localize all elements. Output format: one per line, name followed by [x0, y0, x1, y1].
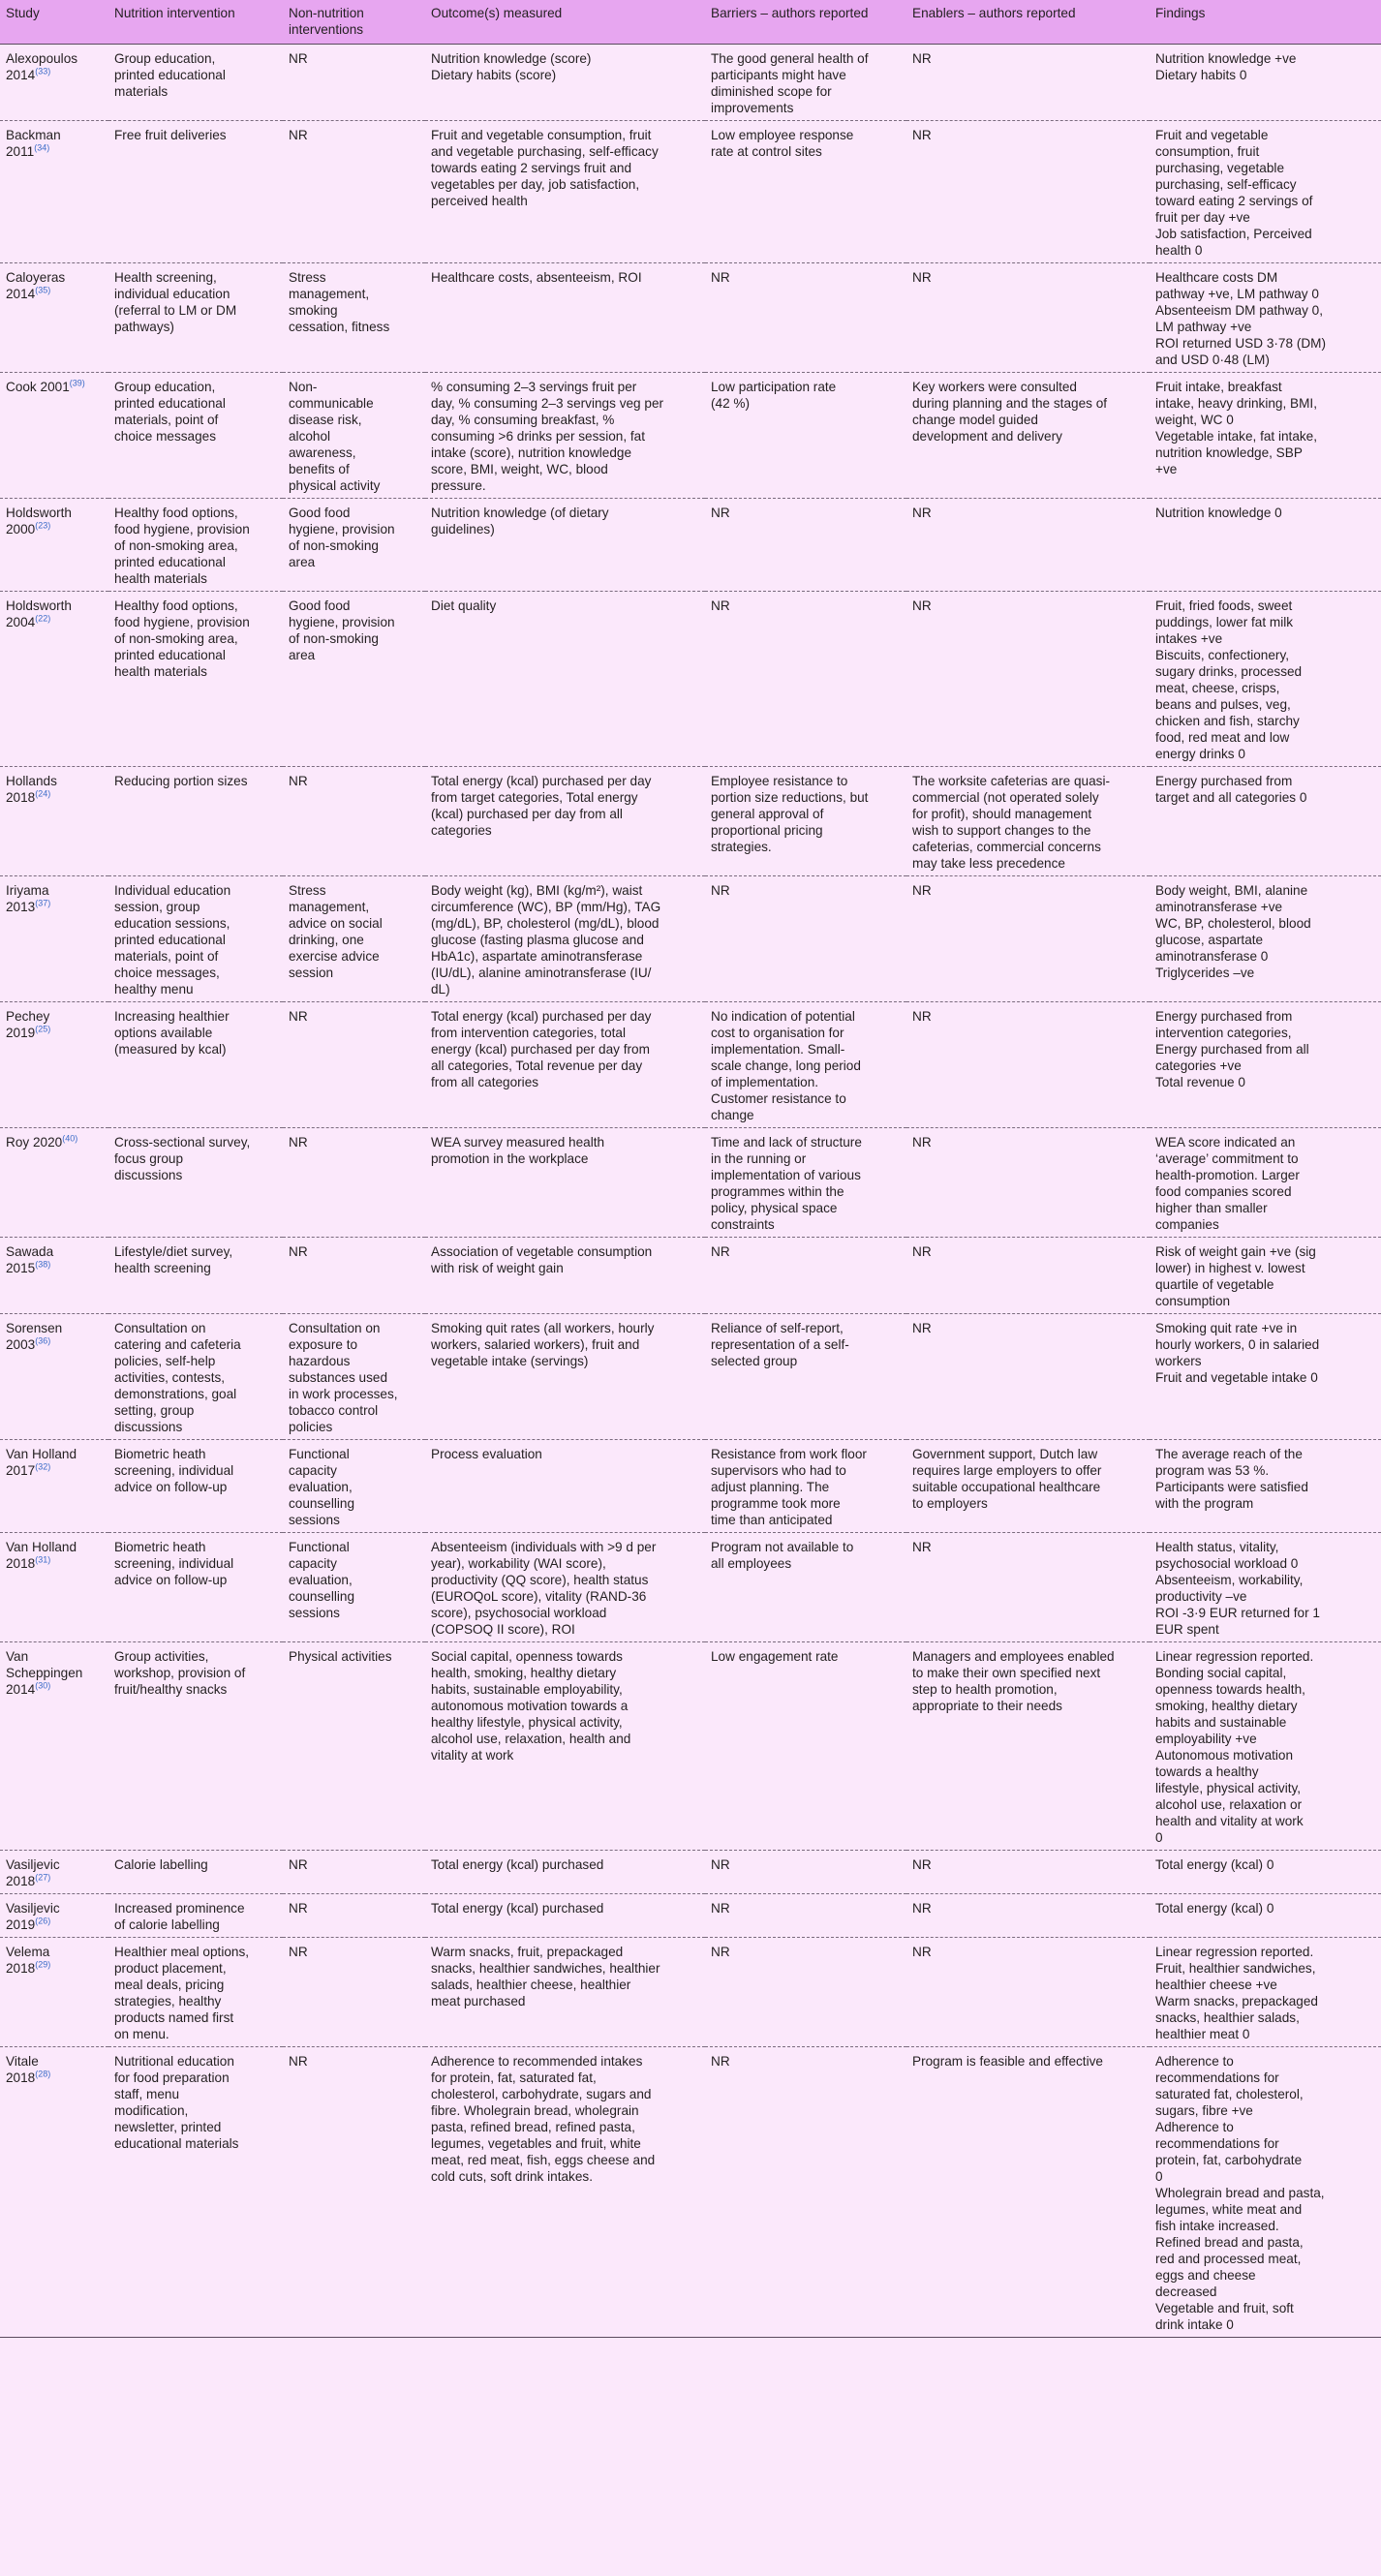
cell-nutrition-intervention: Lifestyle/diet survey, health screening	[114, 1244, 233, 1275]
cell-barriers: Resistance from work floor supervisors who had to adjust planning. The programme took more time than anticipated	[711, 1447, 867, 1527]
header-row	[0, 0, 1381, 45]
cell-non-nutrition-interventions: NR	[289, 1857, 308, 1872]
cell-enablers: Managers and employees enabled to make their own specified next step to health promotion, appropriate to their needs	[912, 1649, 1115, 1713]
cell-outcomes-measured: Association of vegetable consumption with risk of weight gain	[431, 1244, 653, 1275]
study-name: Sawada 2015	[6, 1244, 54, 1275]
table-row	[0, 499, 1381, 592]
header-non-nutrition-interventions: Non-nutrition interventions	[283, 0, 425, 45]
cell-nutrition-intervention: Cross-sectional survey, focus group discussions	[114, 1135, 251, 1182]
study-name: Vitale 2018	[6, 2054, 39, 2085]
cell-findings: Total energy (kcal) 0	[1155, 1857, 1274, 1872]
reference-link[interactable]: (23)	[35, 520, 51, 531]
study-name: Pechey 2019	[6, 1009, 50, 1040]
cell-findings: Healthcare costs DM pathway +ve, LM pathway 0 Absenteeism DM pathway 0, LM pathway +ve ROI returned USD 3·78 (DM) and USD 0·48 (LM)	[1155, 270, 1327, 367]
cell-study	[0, 499, 108, 592]
cell-study	[0, 767, 108, 876]
cell-findings: Energy purchased from target and all categories 0	[1155, 774, 1307, 805]
cell-barriers: Reliance of self-report, representation of a self- selected group	[711, 1321, 849, 1368]
study-name: Iriyama 2013	[6, 883, 49, 914]
cell-findings: Health status, vitality, psychosocial workload 0 Absenteeism, workability, productivity –ve ROI -3·9 EUR returned for 1 EUR spent	[1155, 1540, 1320, 1637]
table-row	[0, 592, 1381, 767]
cell-findings: Risk of weight gain +ve (sig lower) in highest v. lowest quartile of vegetable consumption	[1155, 1244, 1316, 1308]
cell-barriers: NR	[711, 1901, 730, 1916]
table-row	[0, 1533, 1381, 1642]
reference-link[interactable]: (26)	[35, 1916, 51, 1926]
table-row	[0, 45, 1381, 121]
cell-outcomes-measured: Total energy (kcal) purchased per day from intervention categories, total energy (kcal) purchased per day from all categories, Total revenue per day from all categories	[431, 1009, 652, 1089]
reference-link[interactable]: (24)	[35, 788, 51, 799]
cell-findings: Energy purchased from intervention categories, Energy purchased from all categories +ve Total revenue 0	[1155, 1009, 1309, 1089]
cell-enablers: NR	[912, 1901, 932, 1916]
table-row	[0, 1440, 1381, 1533]
table-row	[0, 1314, 1381, 1440]
cell-non-nutrition-interventions: Physical activities	[289, 1649, 392, 1664]
cell-findings: Nutrition knowledge +ve Dietary habits 0	[1155, 51, 1297, 82]
cell-findings: Fruit, fried foods, sweet puddings, lower fat milk intakes +ve Biscuits, confectionery, sugary drinks, processed meat, cheese, crisps, beans and pulses, veg, chicken and fish, starchy food, red meat and low energy drinks 0	[1155, 598, 1303, 761]
cell-barriers: NR	[711, 1857, 730, 1872]
cell-enablers: NR	[912, 598, 932, 613]
table-row	[0, 121, 1381, 263]
cell-findings: Body weight, BMI, alanine aminotransferase +ve WC, BP, cholesterol, blood glucose, aspartate aminotransferase 0 Triglycerides –ve	[1155, 883, 1311, 980]
reference-link[interactable]: (38)	[35, 1259, 51, 1270]
table-row	[0, 373, 1381, 499]
cell-barriers: Low engagement rate	[711, 1649, 839, 1664]
cell-nutrition-intervention: Healthier meal options, product placement, meal deals, pricing strategies, healthy products named first on menu.	[114, 1945, 250, 2041]
header-findings: Findings	[1150, 0, 1381, 45]
cell-study	[0, 1642, 108, 1851]
study-name: Holdsworth 2000	[6, 506, 72, 537]
cell-barriers: No indication of potential cost to organisation for implementation. Small- scale change, long period of implementation. Customer resistance to change	[711, 1009, 861, 1122]
study-name: Sorensen 2003	[6, 1321, 63, 1352]
study-name: Caloyeras 2014	[6, 270, 66, 301]
cell-outcomes-measured: Process evaluation	[431, 1447, 542, 1461]
cell-study	[0, 373, 108, 499]
cell-barriers: NR	[711, 883, 730, 898]
table-row	[0, 767, 1381, 876]
cell-non-nutrition-interventions: NR	[289, 1009, 308, 1024]
cell-nutrition-intervention: Nutritional education for food preparation staff, menu modification, newsletter, printed educational materials	[114, 2054, 239, 2151]
header-study: Study	[0, 0, 108, 45]
cell-non-nutrition-interventions: Stress management, smoking cessation, fitness	[289, 270, 390, 334]
cell-enablers: NR	[912, 128, 932, 142]
cell-study	[0, 1128, 108, 1238]
header-nutrition-intervention: Nutrition intervention	[108, 0, 283, 45]
cell-outcomes-measured: Total energy (kcal) purchased per day from target categories, Total energy (kcal) purchased per day from all categories	[431, 774, 652, 838]
cell-findings: Nutrition knowledge 0	[1155, 506, 1282, 520]
cell-study	[0, 1238, 108, 1314]
table-row	[0, 1128, 1381, 1238]
study-name: Hollands 2018	[6, 774, 57, 805]
cell-non-nutrition-interventions: NR	[289, 1135, 308, 1150]
cell-study	[0, 1894, 108, 1938]
cell-non-nutrition-interventions: NR	[289, 1945, 308, 1959]
cell-non-nutrition-interventions: Stress management, advice on social drinking, one exercise advice session	[289, 883, 383, 980]
cell-outcomes-measured: Adherence to recommended intakes for protein, fat, saturated fat, cholesterol, carbohydrate, sugars and fibre. Wholegrain bread, wholegrain pasta, refined bread, refined pasta, legumes, vegetables and fruit, white meat, red meat, fish, eggs cheese and cold cuts, soft drink intakes.	[431, 2054, 656, 2184]
reference-link[interactable]: (40)	[62, 1133, 78, 1144]
cell-nutrition-intervention: Free fruit deliveries	[114, 128, 227, 142]
cell-nutrition-intervention: Biometric heath screening, individual advice on follow-up	[114, 1447, 234, 1494]
cell-non-nutrition-interventions: Functional capacity evaluation, counselling sessions	[289, 1447, 355, 1527]
reference-link[interactable]: (31)	[35, 1554, 51, 1565]
cell-study	[0, 1533, 108, 1642]
cell-findings: The average reach of the program was 53 %. Participants were satisfied with the program	[1155, 1447, 1308, 1511]
cell-nutrition-intervention: Biometric heath screening, individual advice on follow-up	[114, 1540, 234, 1587]
cell-barriers: NR	[711, 270, 730, 285]
cell-barriers: Low employee response rate at control sites	[711, 128, 854, 159]
cell-findings: Fruit and vegetable consumption, fruit purchasing, vegetable purchasing, self-efficacy toward eating 2 servings of fruit per day +ve Job satisfaction, Perceived health 0	[1155, 128, 1313, 258]
cell-enablers: Key workers were consulted during planning and the stages of change model guided development and delivery	[912, 380, 1108, 444]
cell-nutrition-intervention: Increasing healthier options available (measured by kcal)	[114, 1009, 230, 1057]
cell-barriers: Low participation rate (42 %)	[711, 380, 837, 411]
cell-nutrition-intervention: Increased prominence of calorie labelling	[114, 1901, 245, 1932]
table-body	[0, 45, 1381, 2338]
study-name: Roy 2020	[6, 1135, 63, 1150]
cell-enablers: Program is feasible and effective	[912, 2054, 1103, 2069]
cell-barriers: NR	[711, 2054, 730, 2069]
cell-barriers: Time and lack of structure in the running or implementation of various programmes within the policy, physical space constraints	[711, 1135, 862, 1232]
table-row	[0, 2047, 1381, 2338]
cell-enablers: NR	[912, 270, 932, 285]
cell-enablers: NR	[912, 1540, 932, 1554]
cell-enablers: NR	[912, 51, 932, 66]
cell-non-nutrition-interventions: Functional capacity evaluation, counselling sessions	[289, 1540, 355, 1620]
study-name: Van Holland 2018	[6, 1540, 77, 1571]
cell-outcomes-measured: % consuming 2–3 servings fruit per day, % consuming 2–3 servings veg per day, % consuming breakfast, % consuming >6 drinks per session, fat intake (score), nutrition knowledge score, BMI, weight, WC, blood pressure.	[431, 380, 664, 493]
cell-nutrition-intervention: Individual education session, group education sessions, printed educational materials, point of choice messages, healthy menu	[114, 883, 231, 997]
reference-link[interactable]: (36)	[35, 1335, 51, 1346]
cell-enablers: NR	[912, 1009, 932, 1024]
study-name: Backman 2011	[6, 128, 61, 159]
cell-nutrition-intervention: Group education, printed educational materials	[114, 51, 226, 99]
reference-link[interactable]: (22)	[35, 613, 51, 624]
cell-findings: Linear regression reported. Fruit, healthier sandwiches, healthier cheese +ve Warm snacks, prepackaged snacks, healthier salads, healthier meat 0	[1155, 1945, 1318, 2041]
cell-findings: Adherence to recommendations for saturated fat, cholesterol, sugars, fibre +ve Adherence to recommendations for protein, fat, carbohydrate 0 Wholegrain bread and pasta, legumes, white meat and fish intake increased. Refined bread and pasta, red and processed meat, eggs and cheese decreased Vegetable and fruit, soft drink intake 0	[1155, 2054, 1325, 2332]
cell-findings: WEA score indicated an ‘average’ commitment to health-promotion. Larger food companies scored higher than smaller companies	[1155, 1135, 1300, 1232]
cell-enablers: The worksite cafeterias are quasi- commercial (not operated solely for profit), should management wish to support changes to the cafeterias, commercial concerns may take less precedence	[912, 774, 1110, 871]
cell-non-nutrition-interventions: NR	[289, 128, 308, 142]
table-row	[0, 1002, 1381, 1128]
cell-barriers: NR	[711, 598, 730, 613]
table-row	[0, 1938, 1381, 2047]
cell-enablers: NR	[912, 883, 932, 898]
cell-findings: Smoking quit rate +ve in hourly workers, 0 in salaried workers Fruit and vegetable intake 0	[1155, 1321, 1320, 1385]
cell-outcomes-measured: Healthcare costs, absenteeism, ROI	[431, 270, 642, 285]
cell-enablers: Government support, Dutch law requires large employers to offer suitable occupational healthcare to employers	[912, 1447, 1102, 1511]
cell-study	[0, 1002, 108, 1128]
table-header	[0, 0, 1381, 45]
reference-link[interactable]: (35)	[35, 285, 51, 295]
cell-barriers: Employee resistance to portion size reductions, but general approval of proportional pricing strategies.	[711, 774, 869, 854]
study-name: Holdsworth 2004	[6, 598, 72, 629]
cell-study	[0, 45, 108, 121]
cell-study	[0, 1314, 108, 1440]
study-name: Velema 2018	[6, 1945, 50, 1976]
cell-outcomes-measured: Body weight (kg), BMI (kg/m²), waist circumference (WC), BP (mm/Hg), TAG (mg/dL), BP, cholesterol (mg/dL), blood glucose (fasting plasma glucose and HbA1c), aspartate aminotransferase (IU/dL), alanine aminotransferase (IU/ dL)	[431, 883, 661, 997]
table-row	[0, 1642, 1381, 1851]
cell-barriers: The good general health of participants might have diminished scope for improvements	[711, 51, 869, 115]
cell-outcomes-measured: Nutrition knowledge (score) Dietary habits (score)	[431, 51, 592, 82]
cell-enablers: NR	[912, 1135, 932, 1150]
reference-link[interactable]: (27)	[35, 1872, 51, 1883]
cell-non-nutrition-interventions: NR	[289, 1901, 308, 1916]
cell-findings: Total energy (kcal) 0	[1155, 1901, 1274, 1916]
reference-link[interactable]: (25)	[35, 1024, 51, 1034]
cell-enablers: NR	[912, 1321, 932, 1335]
cell-outcomes-measured: Total energy (kcal) purchased	[431, 1901, 604, 1916]
cell-enablers: NR	[912, 1857, 932, 1872]
reference-link[interactable]: (28)	[35, 2069, 51, 2079]
study-name: Vasiljevic 2019	[6, 1901, 60, 1932]
reference-link[interactable]: (33)	[35, 66, 51, 77]
cell-study	[0, 1851, 108, 1894]
cell-outcomes-measured: Diet quality	[431, 598, 497, 613]
cell-barriers: Program not available to all employees	[711, 1540, 854, 1571]
header-outcomes-measured: Outcome(s) measured	[425, 0, 705, 45]
cell-non-nutrition-interventions: NR	[289, 2054, 308, 2069]
reference-link[interactable]: (30)	[35, 1680, 51, 1691]
table-row	[0, 263, 1381, 373]
cell-nutrition-intervention: Healthy food options, food hygiene, provision of non-smoking area, printed educational health materials	[114, 598, 250, 679]
cell-enablers: NR	[912, 506, 932, 520]
cell-nutrition-intervention: Reducing portion sizes	[114, 774, 248, 788]
table-row	[0, 1851, 1381, 1894]
cell-enablers: NR	[912, 1945, 932, 1959]
cell-non-nutrition-interventions: Non- communicable disease risk, alcohol awareness, benefits of physical activity	[289, 380, 381, 493]
cell-nutrition-intervention: Consultation on catering and cafeteria policies, self-help activities, contests, demonstrations, goal setting, group discussions	[114, 1321, 241, 1434]
cell-outcomes-measured: Fruit and vegetable consumption, fruit and vegetable purchasing, self-efficacy towards eating 2 servings fruit and vegetables per day, job satisfaction, perceived health	[431, 128, 659, 208]
cell-non-nutrition-interventions: Consultation on exposure to hazardous substances used in work processes, tobacco control policies	[289, 1321, 398, 1434]
cell-non-nutrition-interventions: NR	[289, 51, 308, 66]
cell-nutrition-intervention: Health screening, individual education (referral to LM or DM pathways)	[114, 270, 237, 334]
cell-barriers: NR	[711, 1244, 730, 1259]
cell-outcomes-measured: Absenteeism (individuals with >9 d per year), workability (WAI score), productivity (QQ score), health status (EUROQoL score), vitality (RAND-36 score), psychosocial workload (COPSOQ II score), ROI	[431, 1540, 657, 1637]
cell-non-nutrition-interventions: Good food hygiene, provision of non-smoking area	[289, 506, 395, 569]
cell-study	[0, 1440, 108, 1533]
study-name: Van Scheppingen 2014	[6, 1649, 83, 1697]
study-name: Van Holland 2017	[6, 1447, 77, 1478]
study-name: Cook 2001	[6, 380, 70, 394]
cell-non-nutrition-interventions: NR	[289, 1244, 308, 1259]
cell-outcomes-measured: Nutrition knowledge (of dietary guidelines)	[431, 506, 609, 537]
cell-nutrition-intervention: Calorie labelling	[114, 1857, 208, 1872]
reference-link[interactable]: (29)	[35, 1959, 51, 1970]
reference-link[interactable]: (34)	[34, 142, 50, 153]
reference-link[interactable]: (39)	[69, 378, 85, 388]
cell-study	[0, 592, 108, 767]
reference-link[interactable]: (37)	[35, 898, 51, 908]
cell-non-nutrition-interventions: Good food hygiene, provision of non-smoking area	[289, 598, 395, 662]
header-barriers: Barriers – authors reported	[705, 0, 906, 45]
cell-nutrition-intervention: Group activities, workshop, provision of fruit/healthy snacks	[114, 1649, 246, 1697]
study-name: Vasiljevic 2018	[6, 1857, 60, 1888]
cell-enablers: NR	[912, 1244, 932, 1259]
study-name: Alexopoulos 2014	[6, 51, 78, 82]
cell-non-nutrition-interventions: NR	[289, 774, 308, 788]
cell-study	[0, 263, 108, 373]
cell-nutrition-intervention: Group education, printed educational materials, point of choice messages	[114, 380, 226, 444]
cell-barriers: NR	[711, 506, 730, 520]
cell-study	[0, 1938, 108, 2047]
cell-outcomes-measured: Smoking quit rates (all workers, hourly workers, salaried workers), fruit and vegetable intake (servings)	[431, 1321, 655, 1368]
cell-outcomes-measured: Total energy (kcal) purchased	[431, 1857, 604, 1872]
table-row	[0, 1238, 1381, 1314]
header-enablers: Enablers – authors reported	[906, 0, 1150, 45]
cell-study	[0, 876, 108, 1002]
cell-findings: Linear regression reported. Bonding social capital, openness towards health, smoking, healthy dietary habits and sustainable employability +ve Autonomous motivation towards a healthy lifestyle, physical activity, alcohol use, relaxation or health and vitality at work 0	[1155, 1649, 1314, 1845]
cell-findings: Fruit intake, breakfast intake, heavy drinking, BMI, weight, WC 0 Vegetable intake, fat intake, nutrition knowledge, SBP +ve	[1155, 380, 1318, 476]
reference-link[interactable]: (32)	[35, 1461, 51, 1472]
cell-barriers: NR	[711, 1945, 730, 1959]
cell-outcomes-measured: Warm snacks, fruit, prepackaged snacks, healthier sandwiches, healthier salads, healthier cheese, healthier meat purchased	[431, 1945, 660, 2009]
cell-nutrition-intervention: Healthy food options, food hygiene, provision of non-smoking area, printed educational health materials	[114, 506, 250, 586]
table-row	[0, 1894, 1381, 1938]
cell-study	[0, 121, 108, 263]
cell-study	[0, 2047, 108, 2338]
cell-outcomes-measured: Social capital, openness towards health, smoking, healthy dietary habits, sustainable employability, autonomous motivation towards a healthy lifestyle, physical activity, alcohol use, relaxation, health and vitality at work	[431, 1649, 631, 1763]
table-row	[0, 876, 1381, 1002]
cell-outcomes-measured: WEA survey measured health promotion in the workplace	[431, 1135, 605, 1166]
